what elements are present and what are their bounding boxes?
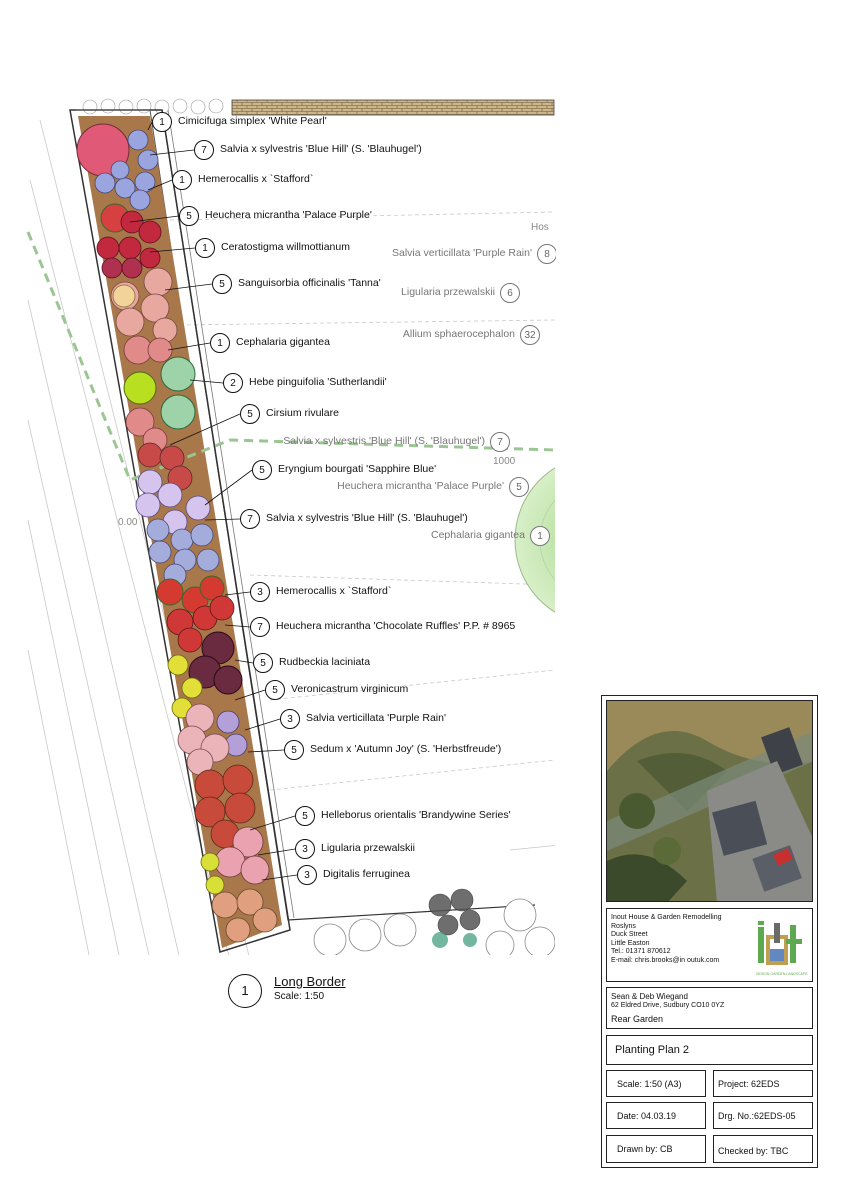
- quantity-bubble: 2: [223, 373, 243, 393]
- quantity-bubble: 5: [212, 274, 232, 294]
- ghost-quantity-bubble: 32: [520, 325, 540, 345]
- aerial-photo: [606, 700, 813, 902]
- client-line: Sean & Deb Wiegand: [611, 992, 688, 1001]
- level-label: 0.00: [118, 517, 138, 528]
- quantity-bubble: 5: [295, 806, 315, 826]
- ghost-quantity-bubble: 7: [490, 432, 510, 452]
- scale-cell: [606, 1070, 706, 1097]
- date-value: Date: 04.03.19: [617, 1111, 677, 1121]
- drawing-title-text: Long Border: [274, 974, 346, 989]
- quantity-bubble: 5: [252, 460, 272, 480]
- plant-label-cimicifuga-simplex-white-pearl: Cimicifuga simplex 'White Pearl': [178, 115, 327, 127]
- ghost-quantity-bubble: 8: [537, 244, 556, 264]
- quantity-bubble: 1: [195, 238, 215, 258]
- quantity-bubble: 7: [250, 617, 270, 637]
- drawing-scale: Scale: 1:50: [274, 991, 325, 1002]
- quantity-bubble: 5: [265, 680, 285, 700]
- ghost-label-salvia-x-sylvestris-blue-hill-s-blauhugel: Salvia x sylvestris 'Blue Hill' (S. 'Blauhugel'): [283, 435, 485, 447]
- site-name: Rear Garden: [611, 1014, 664, 1024]
- quantity-bubble: 3: [295, 839, 315, 859]
- quantity-bubble: 7: [194, 140, 214, 160]
- plant-label-salvia-x-sylvestris-blue-hill-s-blauhugel: Salvia x sylvestris 'Blue Hill' (S. 'Blauhugel'): [266, 512, 468, 524]
- plant-label-cirsium-rivulare: Cirsium rivulare: [266, 407, 339, 419]
- company-logo: [756, 919, 808, 976]
- plant-label-sedum-x-autumn-joy-s-herbstfreude: Sedum x 'Autumn Joy' (S. 'Herbstfreude'): [310, 743, 502, 755]
- drg-no-value: Drg. No.:62EDS-05: [718, 1111, 796, 1121]
- ghost-label-cephalaria-gigantea: Cephalaria gigantea: [431, 529, 525, 541]
- drawing-name: Planting Plan 2: [615, 1044, 689, 1056]
- plant-label-hebe-pinguifolia-sutherlandii: Hebe pinguifolia 'Sutherlandii': [249, 376, 387, 388]
- plant-label-salvia-x-sylvestris-blue-hill-s-blauhugel: Salvia x sylvestris 'Blue Hill' (S. 'Blauhugel'): [220, 143, 422, 155]
- checked-by-value: Checked by: TBC: [718, 1146, 789, 1156]
- quantity-bubble: 3: [297, 865, 317, 885]
- drg-no-cell: [713, 1102, 813, 1129]
- scale-value: Scale: 1:50 (A3): [617, 1079, 682, 1089]
- company-line: Tel.: 01371 870612: [611, 948, 671, 955]
- quantity-bubble: 5: [240, 404, 260, 424]
- quantity-bubble: 1: [172, 170, 192, 190]
- company-line: Duck Street: [611, 931, 648, 938]
- ghost-label-salvia-verticillata-purple-rain: Salvia verticillata 'Purple Rain': [392, 247, 532, 259]
- drawing-name-box: [606, 1035, 813, 1065]
- quantity-bubble: 1: [152, 112, 172, 132]
- ghost-labels: [0, 0, 556, 600]
- client-box: [606, 987, 813, 1029]
- plant-label-heuchera-micrantha-chocolate-ruffles-p-p-8965: Heuchera micrantha 'Chocolate Ruffles' P.P. # 8965: [276, 620, 516, 632]
- ghost-quantity-bubble: 6: [500, 283, 520, 303]
- checked-by-cell: [713, 1135, 813, 1163]
- plant-label-salvia-verticillata-purple-rain: Salvia verticillata 'Purple Rain': [306, 712, 446, 724]
- title-block: [601, 695, 818, 1168]
- ghost-label-hos: Hos: [531, 222, 549, 233]
- quantity-bubble: 3: [280, 709, 300, 729]
- leader-line: [245, 719, 280, 730]
- project-value: Project: 62EDS: [718, 1079, 780, 1089]
- company-line: E-mail: chris.brooks@in outuk.com: [611, 956, 720, 964]
- company-line: Inout House & Garden Remodelling: [611, 914, 722, 921]
- company-line: Roslyns: [611, 922, 636, 930]
- quantity-bubble: 5: [179, 206, 199, 226]
- quantity-bubble: 1: [210, 333, 230, 353]
- quantity-bubble: 5: [253, 653, 273, 673]
- plant-label-ligularia-przewalskii: Ligularia przewalskii: [321, 842, 415, 854]
- plant-label-hemerocallis-x-stafford: Hemerocallis x `Stafford`: [276, 585, 392, 597]
- plant-label-digitalis-ferruginea: Digitalis ferruginea: [323, 868, 410, 880]
- plant-label-ceratostigma-willmottianum: Ceratostigma willmottianum: [221, 241, 350, 253]
- ghost-quantity-bubble: 1: [530, 526, 550, 546]
- plant-label-eryngium-bourgati-sapphire-blue: Eryngium bourgati 'Sapphire Blue': [278, 463, 437, 475]
- company-details: [611, 914, 722, 965]
- company-box: [606, 908, 813, 982]
- quantity-bubble: 3: [250, 582, 270, 602]
- ghost-label-ligularia-przewalskii: Ligularia przewalskii: [401, 286, 495, 298]
- plant-label-sanguisorbia-officinalis-tanna: Sanguisorbia officinalis 'Tanna': [238, 277, 381, 289]
- quantity-bubble: 7: [240, 509, 260, 529]
- logo-tagline: DESIGN GARDEN LANDSCAPE: [756, 972, 808, 976]
- drawn-by-cell: [606, 1135, 706, 1163]
- plant-label-helleborus-orientalis-brandywine-series: Helleborus orientalis 'Brandywine Series': [321, 809, 511, 821]
- drawing-number-bubble: 1: [228, 974, 262, 1008]
- plant-label-cephalaria-gigantea: Cephalaria gigantea: [236, 336, 330, 348]
- ghost-label-heuchera-micrantha-palace-purple: Heuchera micrantha 'Palace Purple': [337, 480, 504, 492]
- dimension-label: 1000: [493, 456, 516, 467]
- company-line: Little Easton: [611, 939, 650, 947]
- plant-label-veronicastrum-virginicum: Veronicastrum virginicum: [291, 683, 409, 695]
- date-cell: [606, 1102, 706, 1129]
- dark-shrubs: [429, 889, 480, 935]
- client-details: [611, 992, 724, 1010]
- project-cell: [713, 1070, 813, 1097]
- ghost-quantity-bubble: 5: [509, 477, 529, 497]
- drawn-by-value: Drawn by: CB: [617, 1144, 673, 1154]
- quantity-bubble: 5: [284, 740, 304, 760]
- ghost-label-allium-sphaerocephalon: Allium sphaerocephalon: [402, 328, 515, 340]
- plant-label-heuchera-micrantha-palace-purple: Heuchera micrantha 'Palace Purple': [205, 209, 372, 221]
- plant-label-hemerocallis-x-stafford: Hemerocallis x `Stafford`: [198, 173, 314, 185]
- plant-label-rudbeckia-laciniata: Rudbeckia laciniata: [279, 656, 371, 668]
- client-line: 62 Eldred Drive, Sudbury CO10 0YZ: [611, 1002, 725, 1009]
